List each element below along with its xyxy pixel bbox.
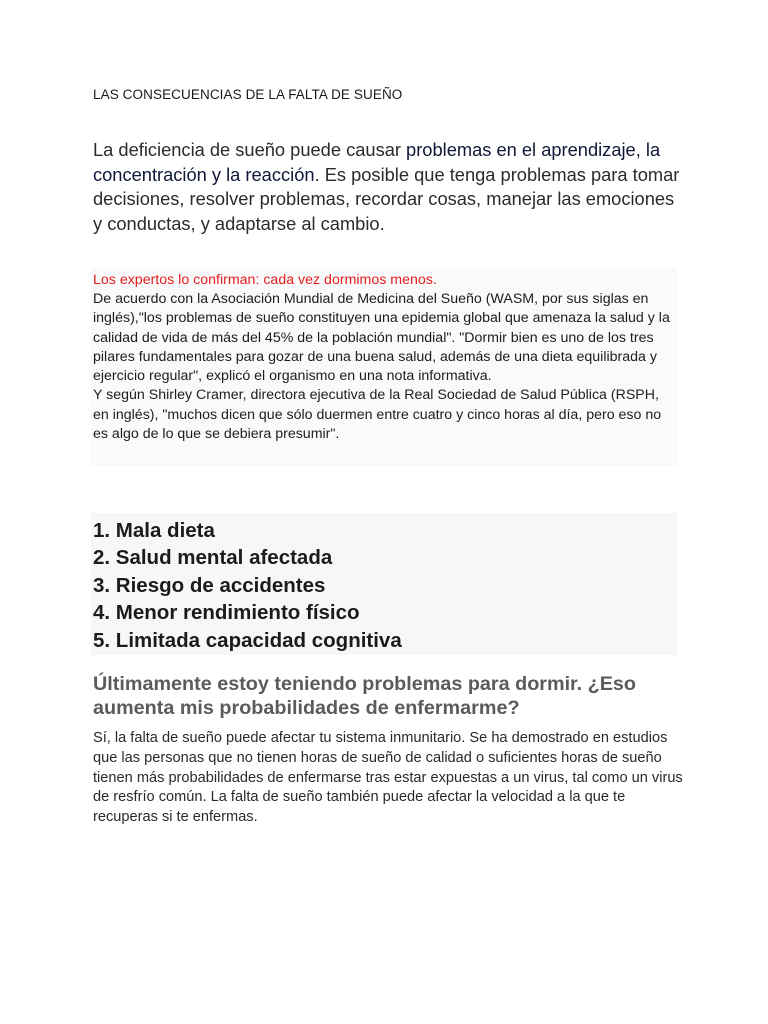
intro-paragraph <box>93 138 683 236</box>
document-title: LAS CONSECUENCIAS DE LA FALTA DE SUEÑO <box>93 87 403 102</box>
intro-text-before: La deficiencia de sueño puede causar <box>93 139 407 160</box>
question-heading: Últimamente estoy teniendo problemas para dormir. ¿Eso aumenta mis probabilidades de enfermarme? <box>93 673 637 719</box>
consequences-list <box>93 517 402 654</box>
quote-paragraph: Y según Shirley Cramer, directora ejecutiva de la Real Sociedad de Salud Pública (RSPH, en inglés), "muchos dicen que sólo duermen entre cuatro y cinco horas al día, pero eso no es algo de lo que se debiera presumir". <box>93 387 662 443</box>
intro-highlight: problemas en el aprendizaje, la concentración y la reacción <box>93 139 661 185</box>
consequences-list-block <box>91 513 677 655</box>
list-item: 2. Salud mental afectada <box>93 546 333 570</box>
list-item: 1. Mala dieta <box>93 519 215 542</box>
quote-block <box>91 268 677 466</box>
answer-paragraph: Sí, la falta de sueño puede afectar tu sistema inmunitario. Se ha demostrado en estudios que las personas que no tienen horas de sueño de calidad o suficientes horas de sueño tienen más probabilidades de enfermarse tras estar expuestas a un virus, tal como un virus de resfrío común. La falta de sueño también puede afectar la velocidad a la que te recuperas si te enfermas. <box>93 730 683 826</box>
intro-text-after: . Es posible que tenga problemas para tomar decisiones, resolver problemas, recordar cosas, manejar las emociones y conductas, y adaptarse al cambio. <box>93 163 680 234</box>
list-item: 4. Menor rendimiento físico <box>93 601 360 625</box>
list-item: 5. Limitada capacidad cognitiva <box>93 628 402 652</box>
list-item: 3. Riesgo de accidentes <box>93 573 326 597</box>
quote-lead-line: Los expertos lo confirman: cada vez dormimos menos. <box>93 272 437 288</box>
quote-paragraph: De acuerdo con la Asociación Mundial de Medicina del Sueño (WASM, por sus siglas en inglés),"los problemas de sueño constituyen una epidemia global que amenaza la salud y la calidad de vida de más del 45% de la población mundial". "Dormir bien es uno de los tres pilares fundamentales para gozar de una buena salud, además de una dieta equilibrada y ejercicio regular", explicó el organismo en una nota informativa. <box>93 291 670 385</box>
quote-body <box>93 290 675 444</box>
